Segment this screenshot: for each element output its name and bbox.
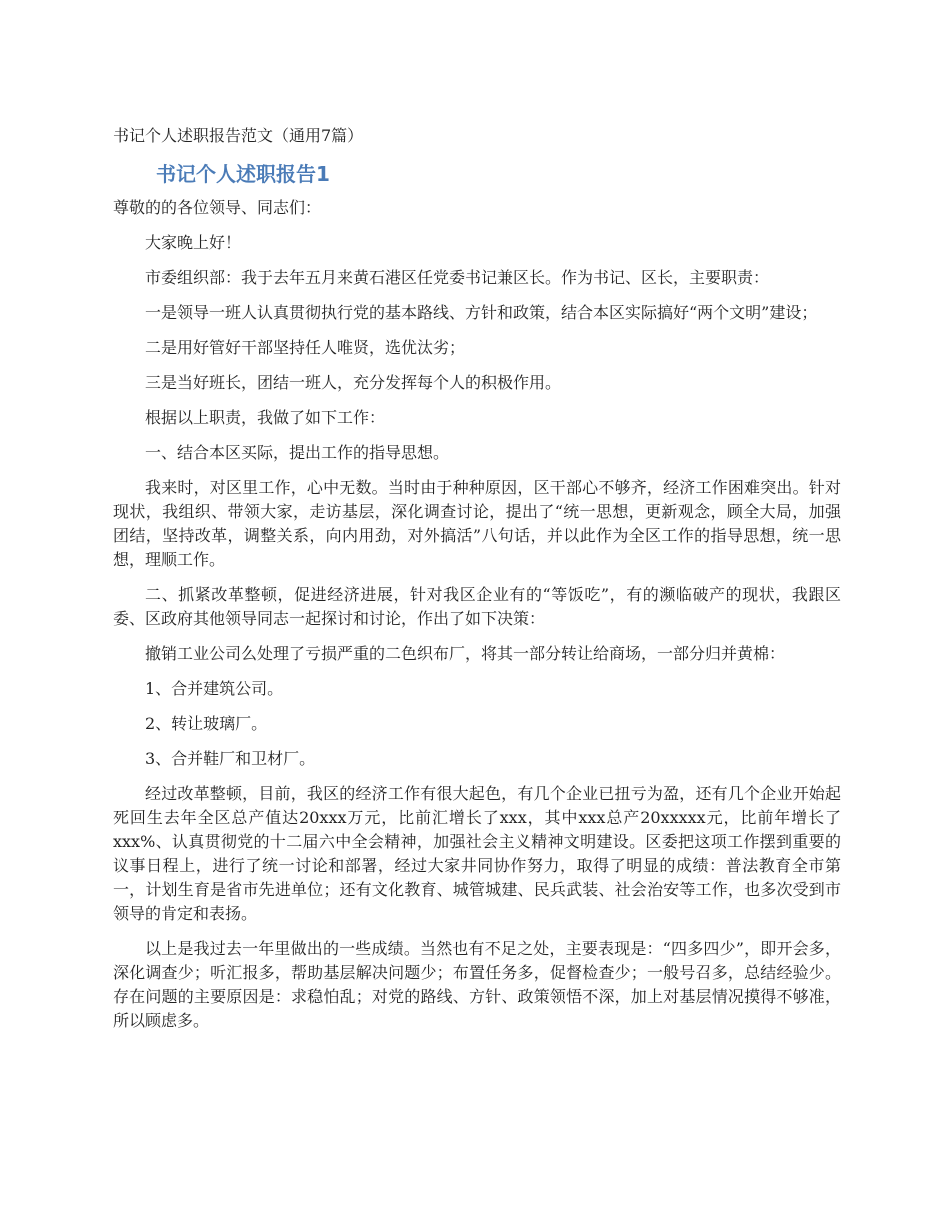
paragraph: 三是当好班长，团结一班人，充分发挥每个人的积极作用。 (145, 373, 562, 392)
paragraph: 大家晚上好！ (145, 233, 242, 252)
paragraph-list (113, 196, 841, 1033)
paragraph: 3、合并鞋厂和卫材厂。 (145, 749, 316, 768)
paragraph: 撤销工业公司么处理了亏损严重的二色织布厂，将其一部分转让给商场，一部分归并黄棉： (145, 644, 786, 663)
paragraph: 尊敬的的各位领导、同志们： (113, 198, 322, 217)
paragraph: 2、转让玻璃厂。 (145, 714, 268, 733)
paragraph: 二、抓紧改革整顿，促进经济进展，针对我区企业有的“等饭吃”，有的濒临破产的现状，我跟区委、区政府其他领导同志一起探讨和讨论，作出了如下决策： (113, 585, 841, 628)
section-heading: 书记个人述职报告1 (156, 162, 330, 186)
paragraph: 我来时，对区里工作，心中无数。当时由于种种原因，区干部心不够齐，经济工作困难突出。针对现状，我组织、带领大家，走访基层，深化调查讨论，提出了“统一思想，更新观念，顾全大局，加强团结，坚持改革，调整关系，向内用劲，对外搞活”八句话，并以此作为全区工作的指导思想，统一思想，理顺工作。 (113, 478, 841, 569)
paragraph: 经过改革整顿，目前，我区的经济工作有很大起色，有几个企业已扭亏为盈，还有几个企业开始起死回生去年全区总产值达20xxx万元，比前汇增长了xxx，其中xxx总产20xxxxx元，比前年增长了xxx%、认真贯彻党的十二届六中全会精神，加强社会主义精神文明建设。区委把这项工作摆到重要的议事日程上，进行了统一讨论和部署，经过大家井同协作努力，取得了明显的成绩：普法教育全市第一，计划生育是省市先进单位；还有文化教育、城管城建、民兵武装、社会治安等工作，也多次受到市领导的肯定和表扬。 (113, 784, 841, 923)
paragraph: 二是用好管好干部坚持任人唯贤，选优汰劣； (145, 338, 466, 357)
document-body (113, 124, 841, 1044)
paragraph: 市委组织部：我于去年五月来黄石港区任党委书记兼区长。作为书记、区长，主要职责： (145, 268, 770, 287)
paragraph: 以上是我过去一年里做出的一些成绩。当然也有不足之处，主要表现是：“四多四少”，即开会多，深化调查少；听汇报多，帮助基层解决问题少；布置任务多，促督检查少；一般号召多，总结经验少。存在问题的主要原因是：求稳怕乱；对党的路线、方针、政策领悟不深，加上对基层情况摸得不够准，所以顾虑多。 (113, 939, 841, 1030)
document-title: 书记个人述职报告范文（通用7篇） (113, 126, 364, 145)
paragraph: 根据以上职责，我做了如下工作： (145, 408, 386, 427)
paragraph: 一是领导一班人认真贯彻执行党的基本路线、方针和政策，结合本区实际搞好“两个文明”建设； (145, 303, 818, 322)
paragraph: 一、结合本区买际，提出工作的指导思想。 (145, 443, 450, 462)
paragraph: 1、合并建筑公司。 (145, 679, 284, 698)
